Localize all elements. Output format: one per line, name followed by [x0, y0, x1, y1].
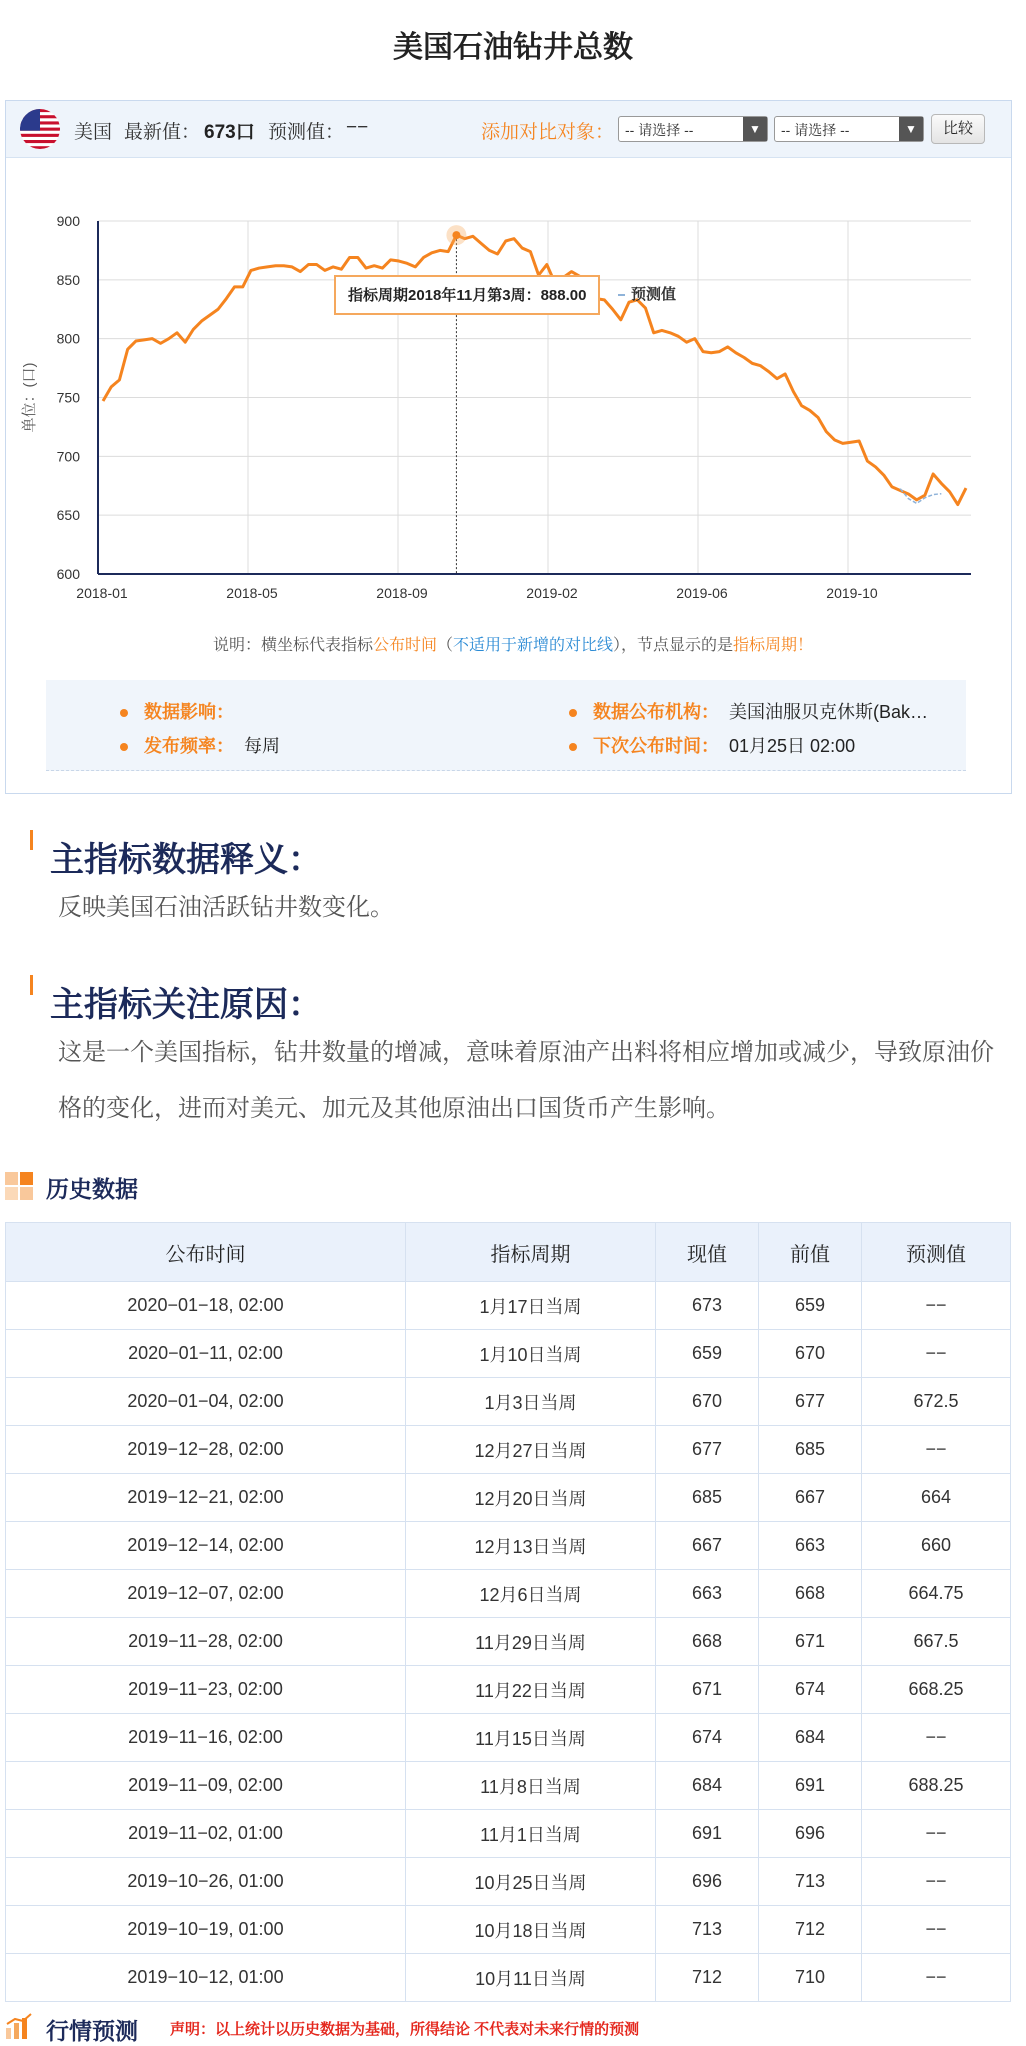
table-cell: 2019−11−02, 01:00	[6, 1810, 406, 1858]
y-tick-label: 900	[56, 213, 80, 229]
latest-value: 673口	[204, 122, 255, 143]
table-row	[6, 1906, 1011, 1954]
table-cell: 671	[759, 1618, 862, 1666]
forecast-value-label: 预测值：	[268, 122, 345, 143]
table-cell: −−	[862, 1282, 1011, 1330]
table-cell: 685	[656, 1474, 759, 1522]
table-cell: 667	[759, 1474, 862, 1522]
table-row	[6, 1858, 1011, 1906]
x-tick-label: 2018-01	[76, 585, 128, 601]
x-tick-label: 2019-10	[826, 585, 878, 601]
table-cell: 710	[759, 1954, 862, 2002]
table-cell: 674	[759, 1666, 862, 1714]
note-text-2: ），节点显示的是	[613, 637, 734, 654]
next-release-value: 01月25日 02:00	[729, 736, 856, 756]
org-label: 数据公布机构：	[593, 702, 719, 722]
table-row	[6, 1954, 1011, 2002]
table-cell: 2019−11−16, 02:00	[6, 1714, 406, 1762]
info-impact	[120, 698, 244, 724]
table-cell: 2019−12−14, 02:00	[6, 1522, 406, 1570]
table-cell: −−	[862, 1954, 1011, 2002]
line-chart[interactable]	[6, 101, 1011, 721]
x-tick-label: 2018-09	[376, 585, 428, 601]
compare-select-1-value: -- 请选择 --	[625, 122, 694, 138]
y-tick-label: 600	[56, 566, 80, 582]
table-cell: 11月15日当周	[406, 1714, 656, 1762]
table-cell: 10月25日当周	[406, 1858, 656, 1906]
table-cell: −−	[862, 1906, 1011, 1954]
table-row	[6, 1762, 1011, 1810]
table-row	[6, 1474, 1011, 1522]
note-compare-disclaimer: 不适用于新增的对比线	[453, 637, 614, 654]
bullet-icon	[120, 743, 128, 751]
section-accent-bar	[30, 830, 33, 850]
forecast-title: 行情预测	[46, 2018, 138, 2044]
table-cell: 667.5	[862, 1618, 1011, 1666]
frequency-label: 发布频率：	[144, 736, 234, 756]
info-frequency	[120, 732, 280, 758]
table-cell: 713	[759, 1858, 862, 1906]
table-cell: 659	[759, 1282, 862, 1330]
table-cell: 1月3日当周	[406, 1378, 656, 1426]
latest-value-label: 最新值：	[124, 122, 201, 143]
compare-label: 添加对比对象：	[481, 122, 615, 143]
next-release-label: 下次公布时间：	[593, 736, 719, 756]
table-cell: 2019−10−19, 01:00	[6, 1906, 406, 1954]
table-cell: 672.5	[862, 1378, 1011, 1426]
column-header: 预测值	[862, 1223, 1011, 1282]
chevron-down-icon: ▼	[899, 117, 923, 141]
table-cell: 668.25	[862, 1666, 1011, 1714]
table-cell: 664.75	[862, 1570, 1011, 1618]
section-reason-text: 这是一个美国指标，钻井数量的增减，意味着原油产出料将相应增加或减少，导致原油价格的变化，进而对美元、加元及其他原油出口国货币产生影响。	[58, 1039, 994, 1122]
table-cell: 668	[656, 1618, 759, 1666]
column-header: 指标周期	[406, 1223, 656, 1282]
compare-select-2-value: -- 请选择 --	[781, 122, 850, 138]
table-cell: 2019−10−12, 01:00	[6, 1954, 406, 2002]
section-definition-text: 反映美国石油活跃钻井数变化。	[58, 894, 394, 921]
x-tick-label: 2019-02	[526, 585, 578, 601]
chevron-down-icon: ▼	[743, 117, 767, 141]
org-value: 美国油服贝克休斯(Bak…	[729, 702, 929, 722]
chart-note	[0, 632, 1026, 655]
table-cell: 677	[656, 1426, 759, 1474]
table-cell: 673	[656, 1282, 759, 1330]
legend-swatch	[618, 294, 625, 296]
info-next-release	[569, 732, 855, 758]
note-text: 说明：横坐标代表指标	[212, 637, 373, 654]
table-cell: 664	[862, 1474, 1011, 1522]
chart-tooltip: 指标周期2018年11月第3周：888.00	[334, 275, 600, 315]
table-cell: 2019−10−26, 01:00	[6, 1858, 406, 1906]
table-cell: −−	[862, 1858, 1011, 1906]
bullet-icon	[569, 709, 577, 717]
table-cell: 674	[656, 1714, 759, 1762]
forecast-disclaimer: 声明：以上统计以历史数据为基础，所得结论 不代表对未来行情的预测	[170, 2021, 640, 2038]
table-cell: 663	[656, 1570, 759, 1618]
column-header: 前值	[759, 1223, 862, 1282]
history-title: 历史数据	[46, 1176, 138, 1202]
y-tick-label: 750	[56, 389, 80, 406]
table-row	[6, 1282, 1011, 1330]
table-cell: 10月18日当周	[406, 1906, 656, 1954]
table-cell: 11月22日当周	[406, 1666, 656, 1714]
table-cell: 691	[656, 1810, 759, 1858]
x-tick-label: 2018-05	[226, 585, 278, 601]
column-header: 公布时间	[6, 1223, 406, 1282]
section-definition-title: 主指标数据释义：	[50, 841, 322, 879]
legend-forecast-label: 预测值	[631, 286, 677, 303]
history-grid-icon	[5, 1172, 33, 1200]
y-axis-label: 单位：(口)	[21, 362, 38, 433]
table-cell: 684	[759, 1714, 862, 1762]
table-cell: 696	[759, 1810, 862, 1858]
country-label: 美国	[74, 122, 113, 143]
table-cell: 12月6日当周	[406, 1570, 656, 1618]
legend-forecast[interactable]	[618, 283, 676, 304]
table-cell: 688.25	[862, 1762, 1011, 1810]
table-cell: 2019−11−23, 02:00	[6, 1666, 406, 1714]
table-cell: 1月17日当周	[406, 1282, 656, 1330]
table-cell: 12月20日当周	[406, 1474, 656, 1522]
table-cell: −−	[862, 1714, 1011, 1762]
y-tick-label: 850	[56, 271, 80, 288]
highlight-point	[452, 231, 460, 239]
table-cell: 1月10日当周	[406, 1330, 656, 1378]
y-tick-label: 800	[56, 330, 80, 347]
table-cell: 712	[759, 1906, 862, 1954]
info-box	[46, 680, 966, 771]
table-cell: −−	[862, 1426, 1011, 1474]
column-header: 现值	[656, 1223, 759, 1282]
impact-label: 数据影响：	[144, 702, 234, 722]
table-cell: 2020−01−11, 02:00	[6, 1330, 406, 1378]
x-tick-label: 2019-06	[676, 585, 728, 601]
y-tick-label: 650	[56, 507, 80, 524]
table-cell: 2019−12−21, 02:00	[6, 1474, 406, 1522]
table-cell: 712	[656, 1954, 759, 2002]
forecast-chart-icon	[5, 2012, 33, 2040]
table-cell: 670	[759, 1330, 862, 1378]
table-cell: −−	[862, 1810, 1011, 1858]
table-cell: 10月11日当周	[406, 1954, 656, 2002]
table-row	[6, 1330, 1011, 1378]
table-cell: 691	[759, 1762, 862, 1810]
table-cell: 2020−01−04, 02:00	[6, 1378, 406, 1426]
note-period: 指标周期！	[733, 637, 814, 654]
table-cell: 2019−12−07, 02:00	[6, 1570, 406, 1618]
table-cell: −−	[862, 1330, 1011, 1378]
table-cell: 663	[759, 1522, 862, 1570]
table-cell: 12月13日当周	[406, 1522, 656, 1570]
table-cell: 713	[656, 1906, 759, 1954]
table-row	[6, 1666, 1011, 1714]
table-cell: 11月29日当周	[406, 1618, 656, 1666]
section-reason-title: 主指标关注原因：	[50, 986, 322, 1024]
table-cell: 11月1日当周	[406, 1810, 656, 1858]
note-paren: （	[436, 637, 453, 654]
page-title: 美国石油钻井总数	[393, 31, 633, 64]
table-cell: 11月8日当周	[406, 1762, 656, 1810]
table-cell: 659	[656, 1330, 759, 1378]
table-cell: 685	[759, 1426, 862, 1474]
forecast-value: −−	[346, 117, 369, 138]
table-cell: 2020−01−18, 02:00	[6, 1282, 406, 1330]
table-cell: 684	[656, 1762, 759, 1810]
section-accent-bar	[30, 975, 33, 995]
history-table	[5, 1222, 1011, 2002]
table-cell: 696	[656, 1858, 759, 1906]
table-row	[6, 1810, 1011, 1858]
table-cell: 12月27日当周	[406, 1426, 656, 1474]
table-cell: 677	[759, 1378, 862, 1426]
y-tick-label: 700	[56, 448, 80, 465]
frequency-value: 每周	[244, 736, 280, 756]
table-cell: 670	[656, 1378, 759, 1426]
table-cell: 671	[656, 1666, 759, 1714]
info-org	[569, 698, 928, 724]
table-cell: 2019−12−28, 02:00	[6, 1426, 406, 1474]
table-row	[6, 1426, 1011, 1474]
compare-button[interactable]: 比较	[931, 114, 985, 144]
bullet-icon	[120, 709, 128, 717]
history-table-header	[6, 1223, 1011, 1282]
table-cell: 2019−11−28, 02:00	[6, 1618, 406, 1666]
table-row	[6, 1618, 1011, 1666]
table-cell: 668	[759, 1570, 862, 1618]
table-row	[6, 1522, 1011, 1570]
note-publish-time: 公布时间	[372, 637, 437, 654]
table-row	[6, 1378, 1011, 1426]
bullet-icon	[569, 743, 577, 751]
table-cell: 660	[862, 1522, 1011, 1570]
table-row	[6, 1570, 1011, 1618]
table-row	[6, 1714, 1011, 1762]
table-cell: 2019−11−09, 02:00	[6, 1762, 406, 1810]
table-cell: 667	[656, 1522, 759, 1570]
